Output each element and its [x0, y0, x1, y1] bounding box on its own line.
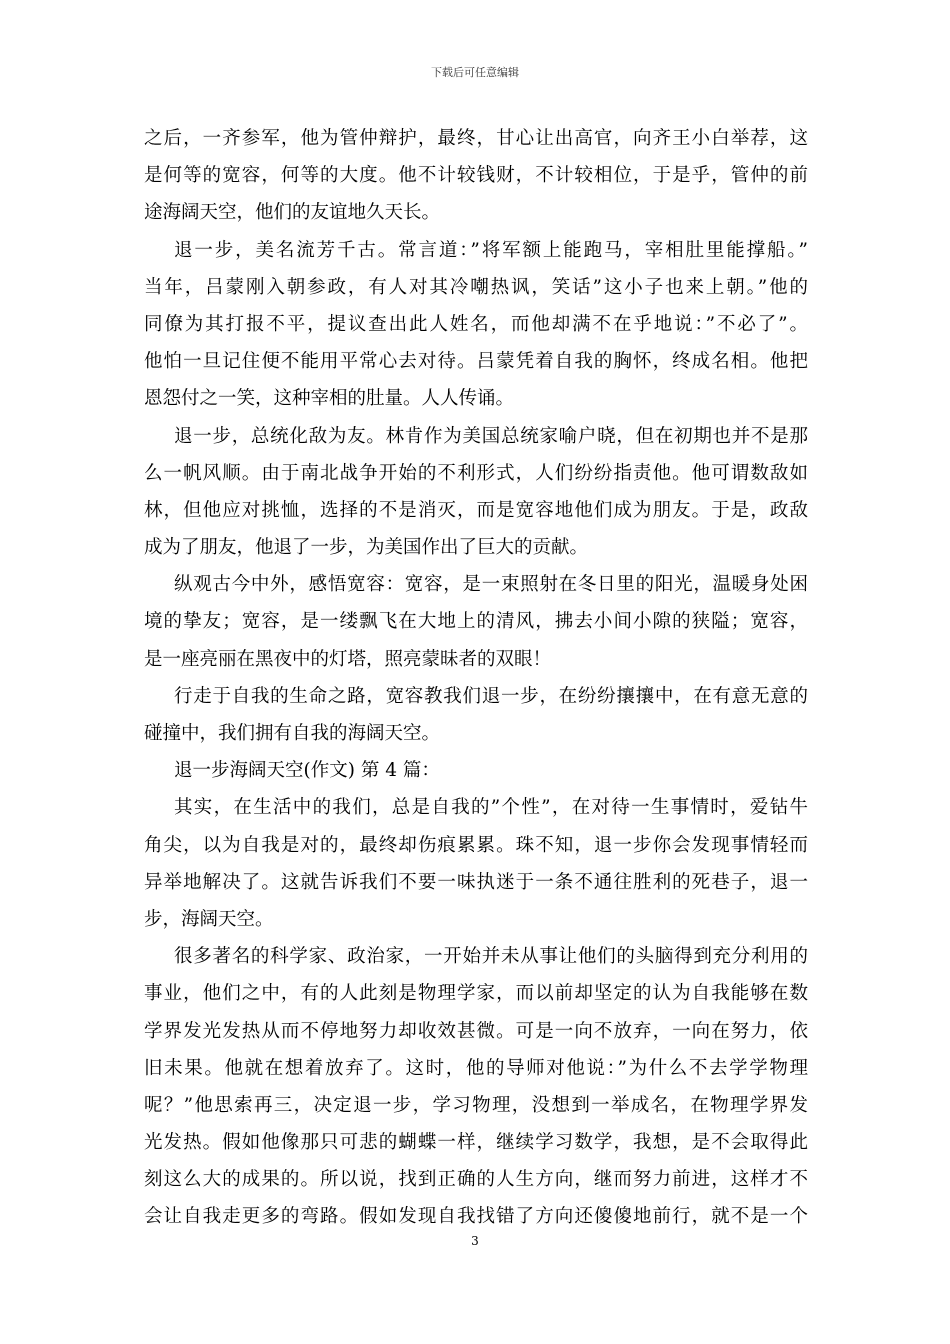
- text-line: 境的挚友；宽容，是一缕飘飞在大地上的清风，拂去小间小隙的狭隘；宽容，: [144, 611, 808, 633]
- text-line: 途海阔天空，他们的友谊地久天长。: [144, 202, 441, 224]
- text-line: 很多著名的科学家、政治家，一开始并未从事让他们的头脑得到充分利用的: [174, 946, 808, 968]
- text-line: 成为了朋友，他退了一步，为美国作出了巨大的贡献。: [144, 537, 589, 559]
- text-line: 纵观古今中外，感悟宽容：宽容，是一束照射在冬日里的阳光，温暖身处困: [174, 574, 808, 596]
- text-line: 旧未果。他就在想着放弃了。这时，他的导师对他说：”为什么不去学学物理: [144, 1057, 808, 1079]
- document-body: [144, 120, 808, 1236]
- text-line: 光发热。假如他像那只可悲的蝴蝶一样，继续学习数学，我想，是不会取得此: [144, 1132, 808, 1154]
- text-line: 学界发光发热从而不停地努力却收效甚微。可是一向不放弃，一向在努力，依: [144, 1020, 808, 1042]
- text-line: 是何等的宽容，何等的大度。他不计较钱财，不计较相位，于是乎，管仲的前: [144, 165, 808, 187]
- text-line: 退一步海阔天空(作文) 第 4 篇：: [174, 760, 440, 782]
- text-line: 角尖，以为自我是对的，最终却伤痕累累。珠不知，退一步你会发现事情轻而: [144, 834, 808, 856]
- text-line: 之后，一齐参军，他为管仲辩护，最终，甘心让出高官，向齐王小白举荐，这: [144, 128, 808, 149]
- text-line: 是一座亮丽在黑夜中的灯塔，照亮蒙昧者的双眼！: [144, 648, 552, 670]
- text-line: 步，海阔天空。: [144, 908, 274, 930]
- text-line: 呢？”他思索再三，决定退一步，学习物理，没想到一举成名，在物理学界发: [144, 1094, 808, 1116]
- page-number: 3: [471, 1234, 479, 1248]
- text-line: 行走于自我的生命之路，宽容教我们退一步，在纷纷攘攘中，在有意无意的: [174, 685, 808, 707]
- text-line: 恩怨付之一笑，这种宰相的肚量。人人传诵。: [144, 388, 515, 410]
- text-line: 退一步，总统化敌为友。林肯作为美国总统家喻户晓，但在初期也并不是那: [174, 425, 808, 447]
- text-line: 会让自我走更多的弯路。假如发现自我找错了方向还傻傻地前行，就不是一个: [144, 1206, 808, 1228]
- text-line: 当年，吕蒙刚入朝参政，有人对其冷嘲热讽，笑话”这小子也来上朝。”他的: [144, 276, 808, 298]
- text-line: 异举地解决了。这就告诉我们不要一味执迷于一条不通往胜利的死巷子，退一: [144, 871, 808, 893]
- text-line: 碰撞中，我们拥有自我的海阔天空。: [144, 723, 441, 744]
- text-line: 退一步，美名流芳千古。常言道：”将军额上能跑马，宰相肚里能撑船。”: [174, 239, 808, 261]
- page-header: 下载后可任意编辑: [431, 66, 519, 79]
- text-line: 其实，在生活中的我们，总是自我的”个性”，在对待一生事情时，爱钻牛: [174, 797, 808, 819]
- text-line: 林，但他应对挑恤，选择的不是消灭，而是宽容地他们成为朋友。于是，政敌: [144, 499, 808, 521]
- text-line: 他怕一旦记住便不能用平常心去对待。吕蒙凭着自我的胸怀，终成名相。他把: [144, 351, 808, 373]
- text-line: 刻这么大的成果的。所以说，找到正确的人生方向，继而努力前进，这样才不: [144, 1169, 808, 1191]
- text-line: 么一帆风顺。由于南北战争开始的不利形式，人们纷纷指责他。他可谓数敌如: [144, 462, 808, 484]
- text-line: 同僚为其打报不平，提议查出此人姓名，而他却满不在乎地说：”不必了”。: [144, 313, 808, 335]
- text-line: 事业，他们之中，有的人此刻是物理学家，而以前却坚定的认为自我能够在数: [144, 983, 808, 1005]
